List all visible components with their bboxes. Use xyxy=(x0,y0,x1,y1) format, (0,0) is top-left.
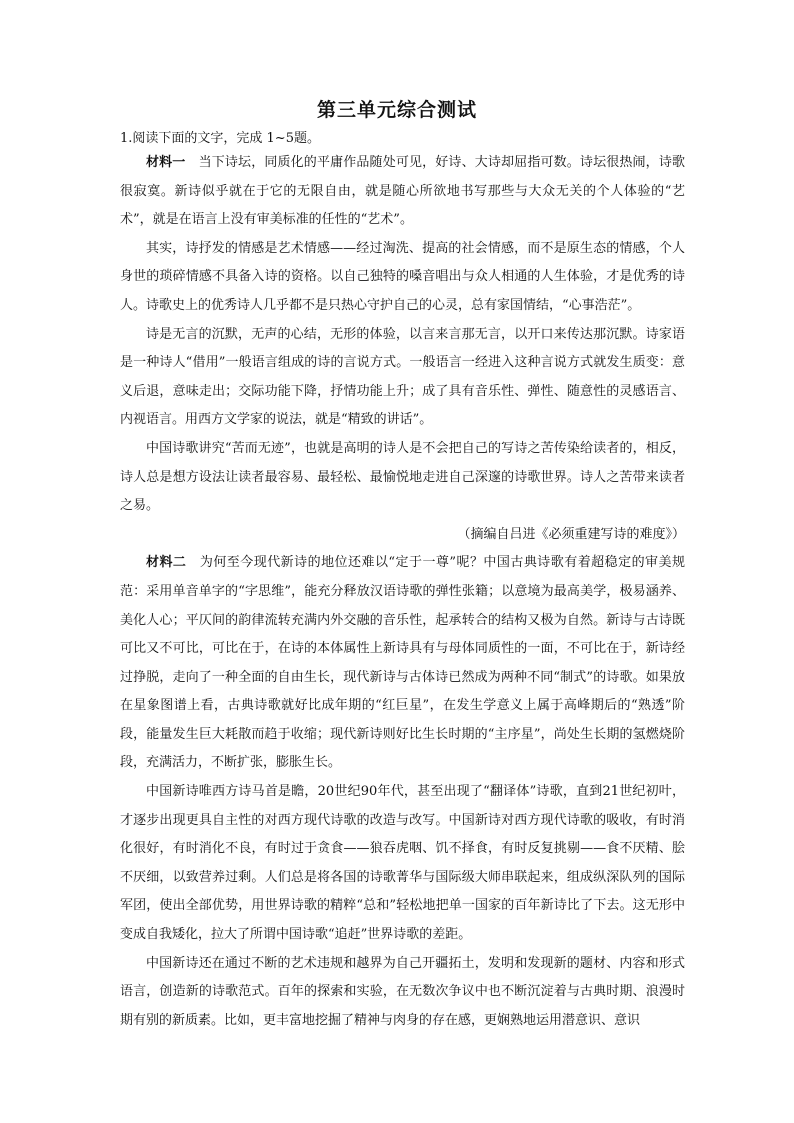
material1-label: 材料一 xyxy=(146,155,186,170)
material2-paragraph-2: 中国新诗唯西方诗马首是瞻，20世纪90年代，甚至出现了“翻译体”诗歌，直到21世纪初叶，才逐步出现更具自主性的对西方现代诗歌的改造与改写。中国新诗对西方现代诗歌的吸收，有时消化很好，有时消化不良，有时过于贪食——狼吞虎咽、饥不择食，有时反复挑剔——食不厌精、脍不厌细，以致营养过剩。人们总是将各国的诗歌菁华与国际级大师串联起来，组成纵深队列的国际军团，使出全部优势，用世界诗歌的精粹“总和”轻松地把单一国家的百年新诗比了下去。这无形中变成自我矮化，拉大了所谓中国诗歌“追赶”世界诗歌的差距。 xyxy=(120,784,685,943)
material2-label: 材料二 xyxy=(146,555,187,571)
page-title: 第三单元综合测试 xyxy=(316,99,477,121)
material2-paragraph-1 xyxy=(120,549,685,778)
material1-paragraph-4: 中国诗歌讲究“苦而无迹”，也就是高明的诗人是不会把自己的写诗之苦传染给读者的，相反，诗人总是想方设法让读者最容易、最轻松、最愉悦地走进自己深邃的诗歌世界。诗人之苦带来读者之易。 xyxy=(120,440,685,514)
question-instruction: 1.阅读下面的文字，完成 1~5题。 xyxy=(120,131,320,146)
material1-source: （摘编自吕进《必须重建写诗的难度》） xyxy=(457,526,685,542)
reading-material xyxy=(120,149,685,1035)
paragraph-text: 当下诗坛，同质化的平庸作品随处可见，好诗、大诗却屈指可数。诗坛很热闹，诗歌很寂寞。新诗似乎就在于它的无限自由，就是随心所欲地书写那些与大众无关的个人体验的“艺术”，就是在语言上没有审美标准的任性的“艺术”。 xyxy=(120,155,685,228)
material2-paragraph-3: 中国新诗还在通过不断的艺术违规和越界为自己开疆拓土，发明和发现新的题材、内容和形式语言，创造新的诗歌范式。百年的探索和实验，在无数次争议中也不断沉淀着与古典时期、浪漫时期有别的新质素。比如，更丰富地挖掘了精神与肉身的存在感，更娴熟地运用潜意识、意识 xyxy=(120,955,685,1028)
material1-paragraph-2: 其实，诗抒发的情感是艺术情感——经过淘洗、提高的社会情感，而不是原生态的情感，个人身世的琐碎情感不具备入诗的资格。以自己独特的嗓音唱出与众人相通的人生体验，才是优秀的诗人。诗歌史上的优秀诗人几乎都不是只热心守护自己的心灵，总有家国情结，“心事浩茫”。 xyxy=(120,240,685,313)
material1-paragraph-3: 诗是无言的沉默，无声的心结，无形的体验，以言来言那无言，以开口来传达那沉默。诗家语是一种诗人“借用”一般语言组成的诗的言说方式。一般语言一经进入这种言说方式就发生质变：意义后退，意味走出；交际功能下降，抒情功能上升；成了具有音乐性、弹性、随意性的灵感语言、内视语言。用西方文学家的说法，就是“精致的讲话”。 xyxy=(120,326,685,428)
paragraph-text: 为何至今现代新诗的地位还难以“定于一尊”呢？中国古典诗歌有着超稳定的审美规范：采用单音单字的“字思维”，能充分释放汉语诗歌的弹性张籍；以意境为最高美学，极易涵养、美化人心；平仄间的韵律流转充满内外交融的音乐性，起承转合的结构又极为自然。新诗与古诗既可比又不可比，可比在于，在诗的本体属性上新诗具有与母体同质性的一面，不可比在于，新诗经过挣脱，走向了一种全面的自由生长，现代新诗与古体诗已然成为两种不同“制式”的诗歌。如果放在星象图谱上看，古典诗歌就好比成年期的“红巨星”，在发生学意义上属于高峰期后的“熟透”阶段，能量发生巨大耗散而趋于收缩；现代新诗则好比生长时期的“主序星”，尚处生长期的氢燃烧阶段，充满活力，不断扩张，膨胀生长。 xyxy=(120,555,685,771)
material1-paragraph-1 xyxy=(120,149,685,235)
